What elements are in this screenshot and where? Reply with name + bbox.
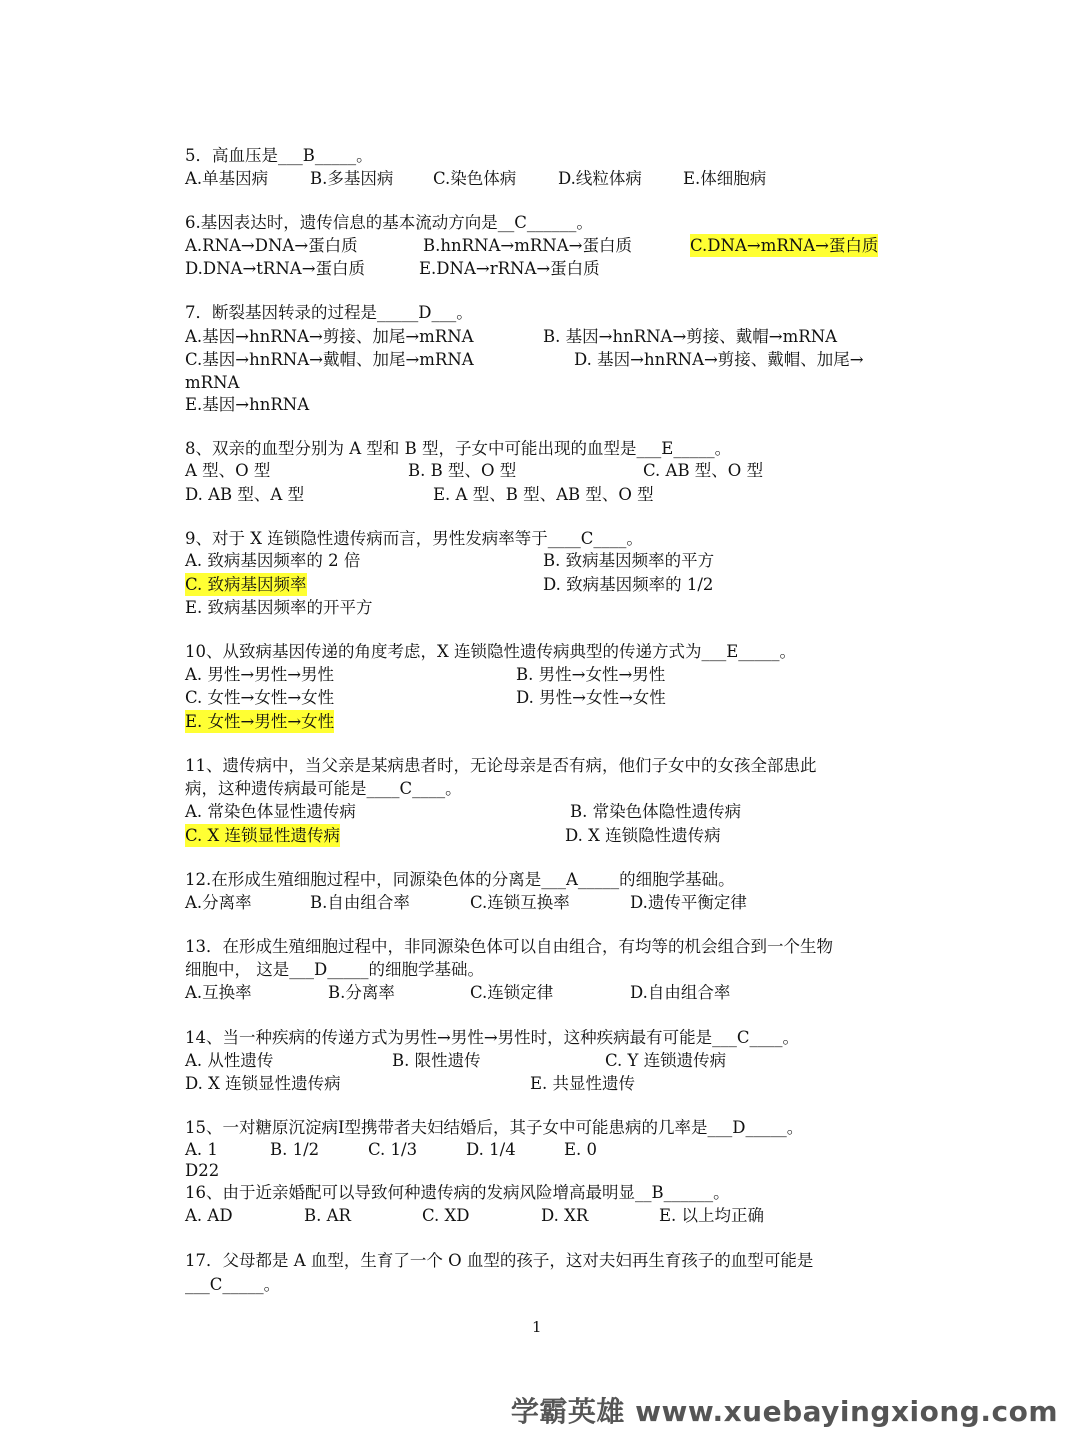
- option-10e-highlighted: E. 女性→男性→女性: [185, 712, 335, 731]
- question-13-stem: 13．在形成生殖细胞过程中，非同源染色体可以自由组合，有均等的机会组合到一个生物: [185, 937, 833, 956]
- question-6-stem: 6.基因表达时，遗传信息的基本流动方向是__C______。: [185, 213, 593, 232]
- option-12b: B.自由组合率: [310, 893, 410, 912]
- option-14b: B. 限性遗传: [392, 1051, 481, 1070]
- option-14c: C. Y 连锁遗传病: [605, 1051, 727, 1070]
- option-7c: C.基因→hnRNA→戴帽、加尾→mRNA: [185, 350, 474, 369]
- option-10d: D. 男性→女性→女性: [516, 688, 666, 707]
- page-number: 1: [532, 1318, 542, 1336]
- option-5c: C.染色体病: [433, 169, 517, 188]
- option-6d: D.DNA→tRNA→蛋白质: [185, 259, 366, 278]
- option-7b: B. 基因→hnRNA→剪接、戴帽→mRNA: [543, 327, 838, 346]
- option-9b: B. 致病基因频率的平方: [543, 551, 715, 570]
- question-15-stem: 15、一对糖原沉淀病Ⅰ型携带者夫妇结婚后，其子女中可能患病的几率是___D_____。: [185, 1118, 804, 1137]
- option-15b: B. 1/2: [270, 1140, 320, 1159]
- option-11d: D. X 连锁隐性遗传病: [565, 826, 721, 845]
- question-17-stem-line2: ___C_____。: [185, 1275, 281, 1294]
- option-10c: C. 女性→女性→女性: [185, 688, 335, 707]
- option-8a: A 型、O 型: [185, 461, 271, 480]
- question-7-stem: 7．断裂基因转录的过程是_____D___。: [185, 303, 473, 322]
- option-6e: E.DNA→rRNA→蛋白质: [419, 259, 600, 278]
- option-15d: D. 1/4: [466, 1140, 516, 1159]
- option-11b: B. 常染色体隐性遗传病: [570, 802, 742, 821]
- option-16d: D. XR: [541, 1206, 589, 1225]
- option-14d: D. X 连锁显性遗传病: [185, 1074, 341, 1093]
- question-11-stem-line2: 病，这种遗传病最可能是____C____。: [185, 779, 462, 798]
- stray-note: D22: [185, 1161, 220, 1180]
- option-9e: E. 致病基因频率的开平方: [185, 598, 373, 617]
- option-7e: E.基因→hnRNA: [185, 395, 310, 414]
- question-12-stem: 12.在形成生殖细胞过程中，同源染色体的分离是___A_____的细胞学基础。: [185, 870, 735, 889]
- option-12d: D.遗传平衡定律: [630, 893, 747, 912]
- option-13b: B.分离率: [328, 983, 395, 1002]
- question-13-stem-line2: 细胞中， 这是___D_____的细胞学基础。: [185, 960, 484, 979]
- option-10a: A. 男性→男性→男性: [185, 665, 335, 684]
- option-16a: A. AD: [185, 1206, 233, 1225]
- option-6c-highlighted: C.DNA→mRNA→蛋白质: [690, 236, 879, 255]
- question-14-stem: 14、当一种疾病的传递方式为男性→男性→男性时，这种疾病最有可能是___C____。: [185, 1028, 800, 1047]
- question-17-stem: 17．父母都是 A 血型，生育了一个 O 血型的孩子，这对夫妇再生育孩子的血型可能是: [185, 1251, 814, 1270]
- option-10b: B. 男性→女性→男性: [516, 665, 666, 684]
- question-16-stem: 16、由于近亲婚配可以导致何种遗传病的发病风险增高最明显__B______。: [185, 1183, 730, 1202]
- option-5d: D.线粒体病: [558, 169, 642, 188]
- option-5a: A.单基因病: [185, 169, 269, 188]
- option-16b: B. AR: [304, 1206, 351, 1225]
- option-14a: A. 从性遗传: [185, 1051, 274, 1070]
- option-9a: A. 致病基因频率的 2 倍: [185, 551, 361, 570]
- option-6b: B.hnRNA→mRNA→蛋白质: [423, 236, 632, 255]
- option-12a: A.分离率: [185, 893, 252, 912]
- option-7d: D. 基因→hnRNA→剪接、戴帽、加尾→: [574, 350, 864, 369]
- option-9c-highlighted: C. 致病基因频率: [185, 575, 307, 594]
- option-5b: B.多基因病: [310, 169, 394, 188]
- question-10-stem: 10、从致病基因传递的角度考虑，X 连锁隐性遗传病典型的传递方式为___E_____。: [185, 642, 797, 661]
- option-14e: E. 共显性遗传: [530, 1074, 636, 1093]
- option-13d: D.自由组合率: [630, 983, 731, 1002]
- option-6a: A.RNA→DNA→蛋白质: [185, 236, 358, 255]
- option-12c: C.连锁互换率: [470, 893, 570, 912]
- option-11c-highlighted: C. X 连锁显性遗传病: [185, 826, 341, 845]
- option-7a: A.基因→hnRNA→剪接、加尾→mRNA: [185, 327, 474, 346]
- question-5-stem: 5．高血压是___B_____。: [185, 146, 373, 165]
- option-9d: D. 致病基因频率的 1/2: [543, 575, 714, 594]
- option-7d-continued: mRNA: [185, 373, 240, 392]
- option-13a: A.互换率: [185, 983, 252, 1002]
- option-16e: E. 以上均正确: [659, 1206, 765, 1225]
- question-9-stem: 9、对于 X 连锁隐性遗传病而言，男性发病率等于____C____。: [185, 529, 643, 548]
- option-11a: A. 常染色体显性遗传病: [185, 802, 356, 821]
- option-13c: C.连锁定律: [470, 983, 554, 1002]
- option-8d: D. AB 型、A 型: [185, 485, 305, 504]
- option-16c: C. XD: [422, 1206, 470, 1225]
- option-5e: E.体细胞病: [683, 169, 767, 188]
- option-8c: C. AB 型、O 型: [643, 461, 764, 480]
- watermark: 学霸英雄 www.xuebayingxiong.com: [510, 1395, 1058, 1428]
- option-15e: E. 0: [564, 1140, 598, 1159]
- option-8b: B. B 型、O 型: [408, 461, 517, 480]
- option-15a: A. 1: [185, 1140, 218, 1159]
- question-11-stem: 11、遗传病中，当父亲是某病患者时，无论母亲是否有病，他们子女中的女孩全部患此: [185, 756, 817, 775]
- question-8-stem: 8、双亲的血型分别为 A 型和 B 型，子女中可能出现的血型是___E_____。: [185, 439, 732, 458]
- option-8e: E. A 型、B 型、AB 型、O 型: [433, 485, 654, 504]
- option-15c: C. 1/3: [368, 1140, 418, 1159]
